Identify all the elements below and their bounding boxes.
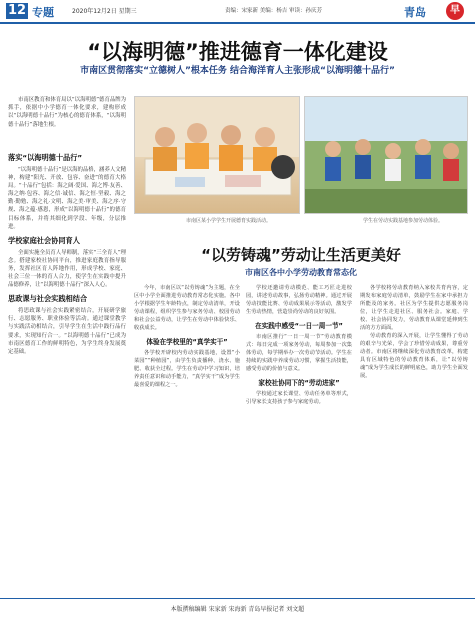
editor-credits: 责编：宋家新 美编：杨吉 审读：孙庆芳	[225, 8, 322, 14]
section-title: 学校家庭社会协同育人	[8, 235, 80, 245]
article-paragraph: 市南区推行“一日一周一节”劳动教育模式：每日完成一项家务劳动，每周参加一次集体劳动，每学期举办一次劳动节活动。学生在持续的实践中养成劳动习惯，掌握生活技能，感受劳动的价值与意义。	[246, 334, 352, 372]
article-paragraph: 全面实施全员育人导师制，落实“三全育人”理念。搭建家校社协同平台，推进家庭教育指导服务，发挥社区育人阵地作用，形成学校、家庭、社会三位一体的育人合力，使学生在实践中提升品德修养，让“以海明德十品行”深入人心。	[8, 249, 126, 289]
intro-paragraph: 市南区教育和体育局以“以海明德”德育品牌为抓手，依据中小学德育一体化要求，建构形成以“以海明德十品行”为核心的德育体系，“以海明德十品行”落地生根。	[8, 97, 126, 128]
article-paragraph: “以海明德十品行”是以海的品格，涵养人文精神，构建“阳光、开放、包容、奋进”的德育大格局。“十品行”包括：海之阔·爱国、海之博·友善、海之纳·包容、海之信·诚信、海之恒·坚毅、海之勤·勤勉、海之礼·文明、海之美·审美、海之序·守规、海之蕴·感恩，形成“以海明德十品行”的德育目标体系，并将其细化到学段、年级，分层推进。	[8, 167, 126, 230]
left-column	[8, 96, 126, 586]
main-headline: “以海明德”推进德育一体化建设	[87, 40, 388, 64]
article-paragraph: 各学校开辟校内劳动实践基地，设置“小菜园”“种植园”，由学生负责播种、浇水、施肥、收获全过程。学生在劳动中学习知识，培养责任意识和动手能力，“真学实干”成为学生最喜爱的课程之一。	[134, 350, 240, 388]
photo-caption: 市南区某小学学生开展德育实践活动。	[186, 218, 272, 224]
issue-date: 2020年12月2日 星期三	[72, 8, 137, 15]
article-paragraph: 将思政课与社会实践紧密结合，开展研学旅行、志愿服务、职业体验等活动。通过课堂教学与实践活动相结合，引导学生在生活中践行品行要求，实现知行合一。“以海明德十品行”已成为市南区德育工作的鲜明特色，为学生终身发展奠定基础。	[8, 308, 126, 355]
footer-credits: 本版撰稿编辑 宋家新 宋海新 青岛早报记者 刘文超	[170, 606, 305, 613]
section-title: 落实“以海明德十品行”	[8, 153, 83, 162]
article-paragraph: 学校还邀请劳动模范、能工巧匠走进校园，讲述劳动故事，弘扬劳动精神。通过开展劳动技能比赛、劳动成果展示等活动，激发学生劳动热情，营造崇尚劳动的良好氛围。	[246, 285, 352, 315]
section-title: 体验在学校里的“真学实干”	[146, 338, 228, 346]
section-title: 思政课与社会实践相结合	[8, 294, 88, 304]
article-column	[134, 284, 240, 596]
article-paragraph: 今年，市南区以“以劳铸魂”为主题，在全区中小学全面推进劳动教育常态化实施。各中小学根据学生年龄特点，制定劳动清单，开设劳动课程，组织学生参与家务劳动、校园劳动和社会公益劳动，让学生在劳动中体验快乐、收获成长。	[134, 285, 240, 331]
article-paragraph: 各学校将劳动教育纳入家校共育内容，定期发布家庭劳动清单，鼓励学生在家中承担力所能及的家务。社区为学生提供志愿服务岗位，让学生走进社区、服务社会。家庭、学校、社会协同发力，劳动教育从课堂延伸到生活的方方面面。	[360, 285, 468, 331]
news-photo-school-garden	[304, 96, 468, 214]
second-subhead: 市南区各中小学劳动教育常态化	[245, 268, 357, 277]
main-subhead: 市南区贯彻落实“立德树人”根本任务 结合海洋育人主张形成“以海明德十品行”	[80, 66, 395, 76]
logo-seal-icon: 早	[446, 2, 464, 20]
article-column	[246, 284, 352, 596]
news-photo-students-table	[134, 96, 300, 214]
section-name: 专题	[32, 6, 54, 19]
second-headline: “以劳铸魂”劳动让生活更美好	[201, 246, 401, 264]
newspaper-logo	[404, 2, 468, 20]
article-column	[360, 284, 468, 596]
page-number: 12	[7, 3, 27, 18]
article-paragraph: 学校通过家长课堂、劳动任务单等形式，引导家长支持孩子参与家庭劳动。	[246, 391, 352, 405]
header-rule	[0, 22, 475, 24]
footer-rule	[0, 598, 475, 599]
article-paragraph: 劳动教育的深入开展，让学生懂得了劳动的艰辛与光荣，学会了珍惜劳动成果，尊重劳动者。市南区将继续深化劳动教育改革，构建具有区域特色的劳动教育体系，让“以劳铸魂”成为学生成长的鲜明底色，助力学生全面发展。	[360, 333, 468, 379]
section-title: 家校社协同下的“劳动进家”	[258, 379, 340, 387]
section-title: 在实践中感受“一日一周一节”	[255, 322, 343, 330]
photo-caption: 学生在劳动实践基地参加劳动体验。	[363, 218, 444, 224]
logo-text: 青岛	[404, 6, 426, 19]
